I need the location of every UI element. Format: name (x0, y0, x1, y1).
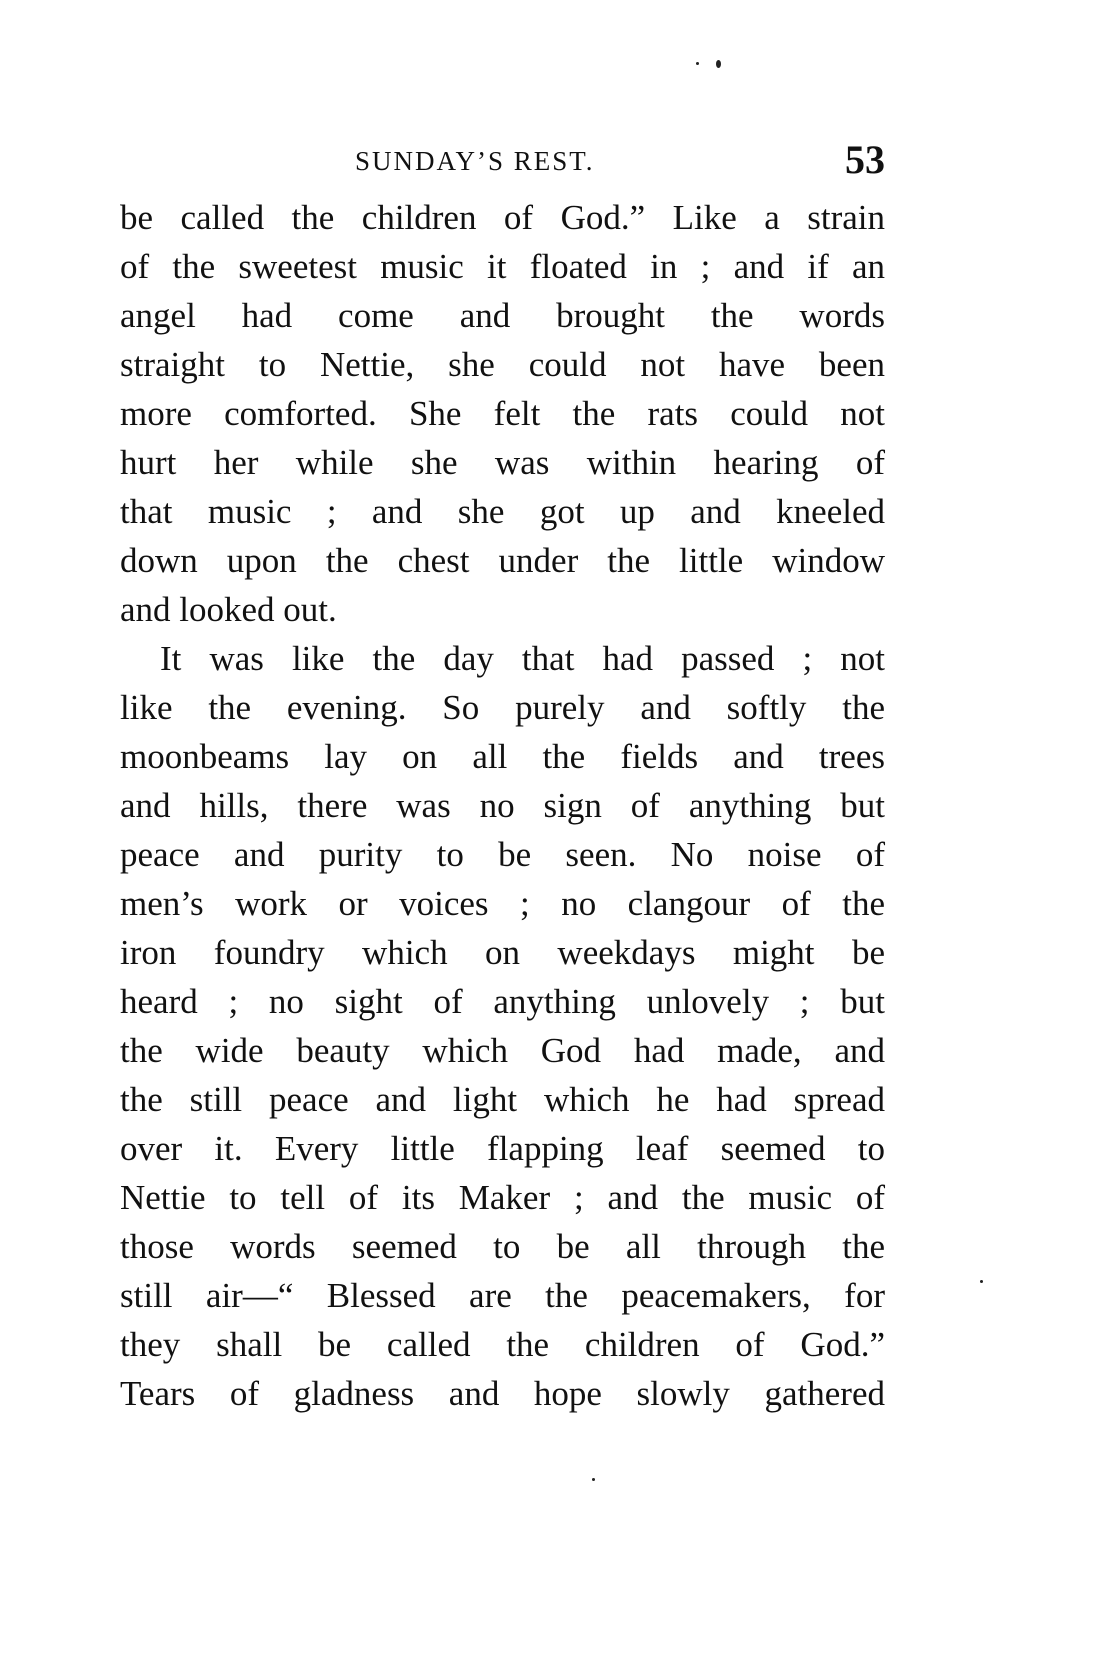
text-line: and looked out. (120, 590, 337, 629)
text-line: angel had come and brought the words (120, 296, 885, 335)
text-line: more comforted. She felt the rats could not (120, 394, 885, 433)
text-line: and hills, there was no sign of anything but (120, 786, 885, 825)
text-line: over it. Every little flapping leaf seemed to (120, 1129, 885, 1168)
scan-speck (696, 62, 699, 65)
text-line: the still peace and light which he had spread (120, 1080, 885, 1119)
scan-speck (980, 1280, 983, 1283)
scan-speck (592, 1478, 595, 1481)
text-line: of the sweetest music it floated in ; and if an (120, 247, 885, 286)
text-line: those words seemed to be all through the (120, 1227, 885, 1266)
text-line: Tears of gladness and hope slowly gathered (120, 1374, 885, 1413)
text-line: hurt her while she was within hearing of (120, 443, 885, 482)
text-line: Nettie to tell of its Maker ; and the music of (120, 1178, 885, 1217)
scan-speck (716, 60, 721, 68)
page-number: 53 (845, 137, 885, 182)
text-line: straight to Nettie, she could not have been (120, 345, 885, 384)
text-line: iron foundry which on weekdays might be (120, 933, 885, 972)
body-text (120, 193, 885, 1418)
text-line: still air—“ Blessed are the peacemakers, for (120, 1276, 885, 1315)
text-line: like the evening. So purely and softly the (120, 688, 885, 727)
text-line: they shall be called the children of God.” (120, 1325, 885, 1364)
text-line: be called the children of God.” Like a strain (120, 198, 885, 237)
text-line: moonbeams lay on all the fields and trees (120, 737, 885, 776)
text-line: men’s work or voices ; no clangour of the (120, 884, 885, 923)
text-line: down upon the chest under the little window (120, 541, 885, 580)
text-line: the wide beauty which God had made, and (120, 1031, 885, 1070)
text-line: It was like the day that had passed ; not (160, 639, 885, 678)
running-head (120, 137, 885, 184)
text-line: peace and purity to be seen. No noise of (120, 835, 885, 874)
text-line: heard ; no sight of anything unlovely ; but (120, 982, 885, 1021)
running-title: SUNDAY’S REST. (355, 146, 595, 176)
text-line: that music ; and she got up and kneeled (120, 492, 885, 531)
